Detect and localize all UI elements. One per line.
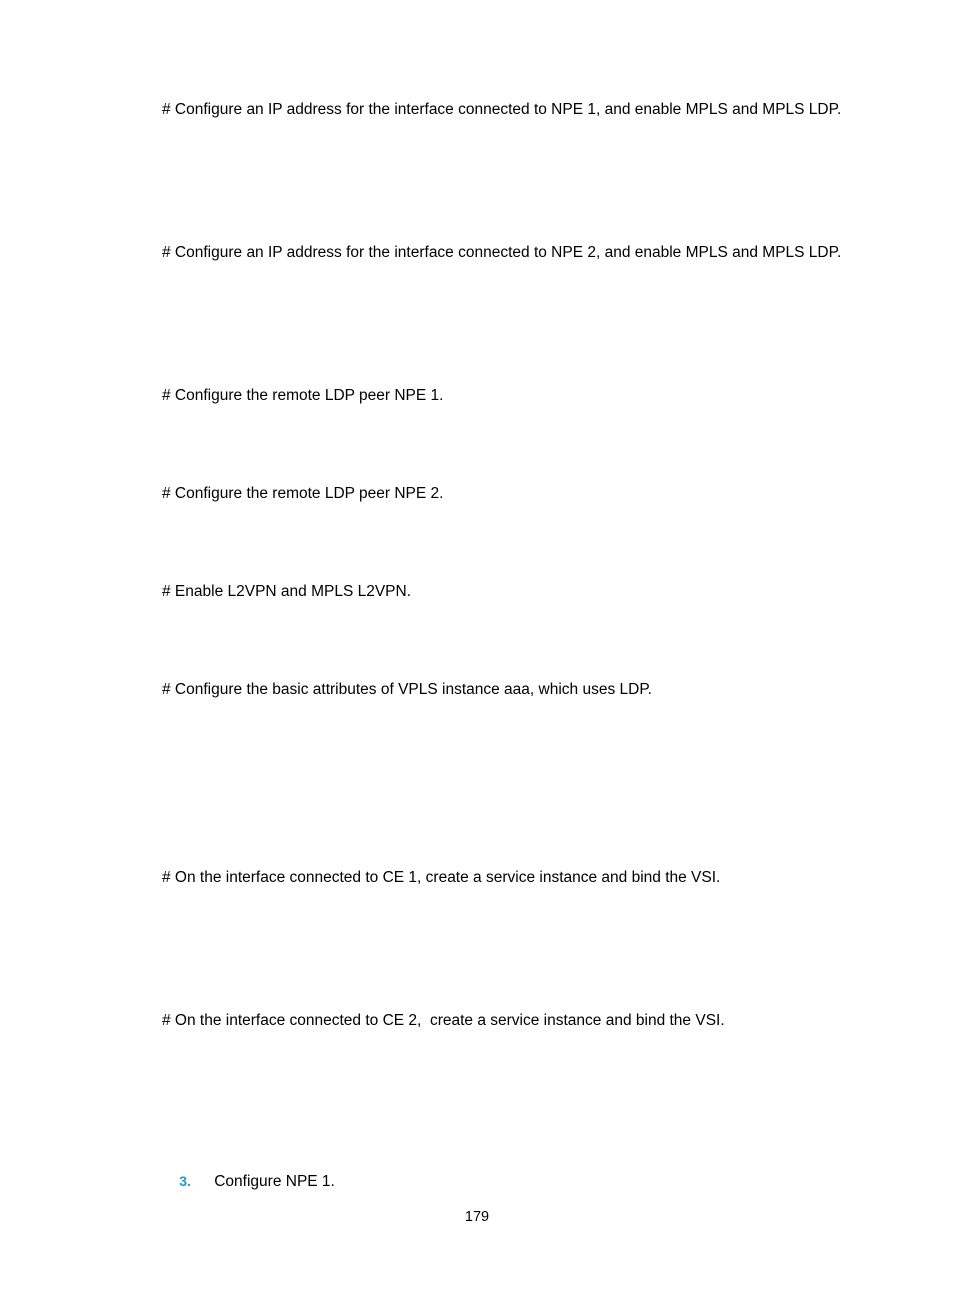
paragraph-vpls-instance: # Configure the basic attributes of VPLS instance aaa, which uses LDP. xyxy=(162,681,652,698)
paragraph-npe1-interface: # Configure an IP address for the interface connected to NPE 1, and enable MPLS and MPLS LDP. xyxy=(162,101,842,118)
paragraph-ce2-service-instance: # On the interface connected to CE 2, create a service instance and bind the VSI. xyxy=(162,1012,725,1029)
step-text: Configure NPE 1. xyxy=(214,1173,335,1190)
step-number: 3. xyxy=(179,1173,191,1189)
paragraph-enable-l2vpn: # Enable L2VPN and MPLS L2VPN. xyxy=(162,583,412,600)
paragraph-remote-peer-npe2: # Configure the remote LDP peer NPE 2. xyxy=(162,485,444,502)
paragraph-npe2-interface: # Configure an IP address for the interface connected to NPE 2, and enable MPLS and MPLS LDP. xyxy=(162,244,842,261)
step-item xyxy=(162,1151,335,1212)
paragraph-ce1-service-instance: # On the interface connected to CE 1, create a service instance and bind the VSI. xyxy=(162,869,721,886)
paragraph-remote-peer-npe1: # Configure the remote LDP peer NPE 1. xyxy=(162,387,444,404)
page-number: 179 xyxy=(464,1209,490,1225)
